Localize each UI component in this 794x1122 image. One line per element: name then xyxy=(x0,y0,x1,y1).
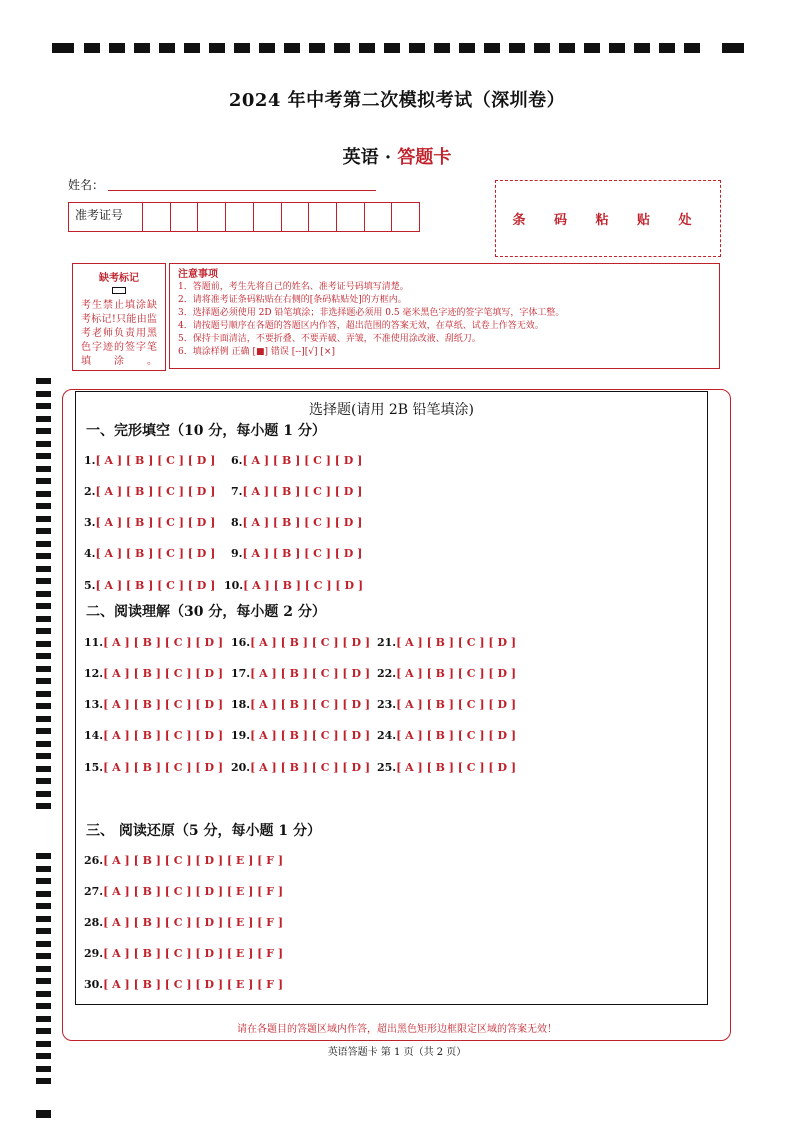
timing-mark xyxy=(36,441,51,447)
answer-row xyxy=(84,516,215,529)
question-number: 9. xyxy=(231,547,243,560)
answer-row xyxy=(231,761,370,774)
note-item: 3．选择题必须使用 2D 铅笔填涂；非选择题必须用 0.5 毫米黑色字迹的签字笔填写，字体工整。 xyxy=(178,308,565,318)
note-item: 5．保持卡面清洁，不要折叠、不要弄破、弄皱，不准使用涂改液、刮纸刀。 xyxy=(178,334,481,344)
timing-mark xyxy=(159,43,175,53)
timing-mark xyxy=(36,766,51,772)
answer-row xyxy=(84,885,283,898)
timing-mark xyxy=(184,43,200,53)
timing-marks-top xyxy=(52,43,746,55)
timing-mark xyxy=(36,678,51,684)
answer-row xyxy=(84,698,223,711)
exam-number-cell[interactable] xyxy=(392,203,419,231)
question-number: 7. xyxy=(231,485,243,498)
answer-options[interactable]: [ A ] [ B ] [ C ] [ D ] xyxy=(103,761,224,774)
answer-row xyxy=(224,579,363,592)
timing-mark xyxy=(36,416,51,422)
question-number: 28. xyxy=(84,916,104,929)
question-number: 3. xyxy=(84,516,96,529)
answer-row xyxy=(231,698,370,711)
section-heading: 一、完形填空（10 分，每小题 1 分） xyxy=(86,423,326,439)
timing-mark xyxy=(36,916,51,922)
exam-number-label: 准考证号 xyxy=(69,203,143,231)
page-footer: 英语答题卡 第 1 页（共 2 页） xyxy=(327,1047,467,1058)
timing-mark xyxy=(36,391,51,397)
answer-row xyxy=(84,978,283,991)
timing-mark xyxy=(36,691,51,697)
answer-options[interactable]: [ A ] [ B ] [ C ] [ D ] [ E ] [ F ] xyxy=(103,885,284,898)
answer-row xyxy=(84,454,215,467)
timing-mark xyxy=(84,43,100,53)
timing-mark xyxy=(36,528,51,534)
answer-options[interactable]: [ A ] [ B ] [ C ] [ D ] xyxy=(250,729,371,742)
answer-options[interactable]: [ A ] [ B ] [ C ] [ D ] xyxy=(95,516,216,529)
exam-number-cell[interactable] xyxy=(143,203,171,231)
question-number: 10. xyxy=(224,579,244,592)
question-number: 26. xyxy=(84,854,104,867)
question-number: 13. xyxy=(84,698,104,711)
answer-row xyxy=(84,547,215,560)
answer-options[interactable]: [ A ] [ B ] [ C ] [ D ] xyxy=(250,698,371,711)
timing-mark xyxy=(36,541,51,547)
timing-mark xyxy=(36,578,51,584)
answer-row xyxy=(377,761,516,774)
timing-mark xyxy=(52,43,74,53)
timing-mark xyxy=(559,43,575,53)
name-label: 姓名： xyxy=(68,178,105,192)
answer-options[interactable]: [ A ] [ B ] [ C ] [ D ] xyxy=(396,761,517,774)
answer-row xyxy=(231,636,370,649)
exam-number-cell[interactable] xyxy=(171,203,199,231)
absent-title: 缺考标记 xyxy=(99,273,139,284)
answer-row xyxy=(84,729,223,742)
timing-mark xyxy=(409,43,425,53)
timing-mark xyxy=(384,43,400,53)
timing-mark xyxy=(234,43,250,53)
question-number: 12. xyxy=(84,667,104,680)
answer-row xyxy=(377,667,516,680)
timing-mark xyxy=(36,616,51,622)
timing-mark xyxy=(36,903,51,909)
timing-mark xyxy=(36,941,51,947)
question-number: 16. xyxy=(231,636,251,649)
timing-mark xyxy=(684,43,700,53)
answer-row xyxy=(84,667,223,680)
timing-mark xyxy=(36,553,51,559)
answer-options[interactable]: [ A ] [ B ] [ C ] [ D ] xyxy=(242,516,363,529)
answer-options[interactable]: [ A ] [ B ] [ C ] [ D ] xyxy=(95,547,216,560)
question-number: 8. xyxy=(231,516,243,529)
question-number: 23. xyxy=(377,698,397,711)
timing-mark xyxy=(36,703,51,709)
exam-number-cell[interactable] xyxy=(254,203,282,231)
timing-mark xyxy=(36,716,51,722)
question-number: 15. xyxy=(84,761,104,774)
timing-mark xyxy=(36,791,51,797)
subtitle-card: 答题卡 xyxy=(397,147,452,168)
answer-area-warning: 请在各题目的答题区域内作答，超出黑色矩形边框限定区域的答案无效！ xyxy=(237,1024,557,1035)
answer-options[interactable]: [ A ] [ B ] [ C ] [ D ] [ E ] [ F ] xyxy=(103,947,284,960)
timing-mark xyxy=(36,491,51,497)
question-number: 1. xyxy=(84,454,96,467)
answer-options[interactable]: [ A ] [ B ] [ C ] [ D ] xyxy=(95,579,216,592)
exam-number-cell[interactable] xyxy=(226,203,254,231)
question-number: 24. xyxy=(377,729,397,742)
timing-mark xyxy=(36,953,51,959)
timing-mark xyxy=(609,43,625,53)
answer-row xyxy=(231,667,370,680)
timing-mark xyxy=(36,891,51,897)
subtitle-subject: 英语 · xyxy=(342,147,398,168)
timing-mark xyxy=(722,43,744,53)
name-field[interactable] xyxy=(108,190,376,191)
timing-mark xyxy=(36,516,51,522)
question-number: 11. xyxy=(84,636,104,649)
answer-row xyxy=(231,516,362,529)
question-number: 6. xyxy=(231,454,243,467)
timing-mark xyxy=(334,43,350,53)
timing-mark xyxy=(36,603,51,609)
timing-mark xyxy=(36,1066,51,1072)
timing-mark xyxy=(36,503,51,509)
answer-row xyxy=(377,729,516,742)
timing-mark xyxy=(36,778,51,784)
timing-mark xyxy=(36,591,51,597)
exam-number-cell[interactable] xyxy=(309,203,337,231)
note-item: 2．请将准考证条码粘贴在右侧的[条码粘贴处]的方框内。 xyxy=(178,295,407,305)
answer-options[interactable]: [ A ] [ B ] [ C ] [ D ] xyxy=(250,636,371,649)
timing-mark xyxy=(36,928,51,934)
answer-row xyxy=(377,636,516,649)
answer-options[interactable]: [ A ] [ B ] [ C ] [ D ] xyxy=(103,636,224,649)
exam-number-cell[interactable] xyxy=(198,203,226,231)
section-heading: 二、阅读理解（30 分，每小题 2 分） xyxy=(86,604,326,620)
timing-mark xyxy=(36,378,51,384)
timing-mark xyxy=(36,1110,51,1118)
answer-row xyxy=(84,854,283,867)
timing-mark xyxy=(36,853,51,859)
timing-mark xyxy=(36,1078,51,1084)
timing-mark xyxy=(284,43,300,53)
answer-options[interactable]: [ A ] [ B ] [ C ] [ D ] [ E ] [ F ] xyxy=(103,978,284,991)
section-heading: 三、 阅读还原（5 分，每小题 1 分） xyxy=(86,823,321,839)
timing-mark xyxy=(36,803,51,809)
timing-mark xyxy=(36,878,51,884)
answer-row xyxy=(231,547,362,560)
exam-number-cell[interactable] xyxy=(365,203,393,231)
question-number: 5. xyxy=(84,579,96,592)
choice-section-title: 选择题(请用 2B 铅笔填涂) xyxy=(308,402,475,418)
absent-mark-checkbox[interactable] xyxy=(112,287,126,294)
note-item: 1．答题前，考生先将自己的姓名、准考证号码填写清楚。 xyxy=(178,282,409,292)
timing-mark xyxy=(134,43,150,53)
timing-mark xyxy=(309,43,325,53)
timing-mark xyxy=(36,641,51,647)
answer-options[interactable]: [ A ] [ B ] [ C ] [ D ] xyxy=(250,761,371,774)
notes-title: 注意事项 xyxy=(178,269,218,280)
answer-row xyxy=(231,729,370,742)
question-number: 27. xyxy=(84,885,104,898)
answer-options[interactable]: [ A ] [ B ] [ C ] [ D ] xyxy=(250,667,371,680)
timing-mark xyxy=(36,966,51,972)
question-number: 21. xyxy=(377,636,397,649)
timing-mark xyxy=(584,43,600,53)
timing-mark xyxy=(36,566,51,572)
answer-options[interactable]: [ A ] [ B ] [ C ] [ D ] xyxy=(95,485,216,498)
absent-mark-box xyxy=(72,263,166,371)
answer-row xyxy=(231,454,362,467)
exam-number-cell[interactable] xyxy=(282,203,310,231)
timing-mark xyxy=(36,428,51,434)
timing-mark xyxy=(634,43,650,53)
answer-options[interactable]: [ A ] [ B ] [ C ] [ D ] xyxy=(242,485,363,498)
question-number: 17. xyxy=(231,667,251,680)
question-number: 2. xyxy=(84,485,96,498)
timing-mark xyxy=(36,1003,51,1009)
timing-mark xyxy=(259,43,275,53)
timing-mark xyxy=(459,43,475,53)
timing-mark xyxy=(359,43,375,53)
answer-options[interactable]: [ A ] [ B ] [ C ] [ D ] xyxy=(103,698,224,711)
answer-row xyxy=(231,485,362,498)
answer-row xyxy=(84,579,215,592)
timing-mark xyxy=(36,753,51,759)
notes-box xyxy=(169,263,720,369)
timing-mark xyxy=(36,478,51,484)
timing-mark xyxy=(36,403,51,409)
question-number: 22. xyxy=(377,667,397,680)
timing-mark xyxy=(509,43,525,53)
timing-mark xyxy=(434,43,450,53)
answer-row xyxy=(377,698,516,711)
exam-number-cell[interactable] xyxy=(337,203,365,231)
answer-options[interactable]: [ A ] [ B ] [ C ] [ D ] xyxy=(396,729,517,742)
answer-options[interactable]: [ A ] [ B ] [ C ] [ D ] xyxy=(396,636,517,649)
barcode-label: 条 码 粘 贴 处 xyxy=(512,213,704,228)
answer-options[interactable]: [ A ] [ B ] [ C ] [ D ] [ E ] [ F ] xyxy=(103,916,284,929)
timing-mark xyxy=(109,43,125,53)
question-number: 30. xyxy=(84,978,104,991)
question-number: 14. xyxy=(84,729,104,742)
answer-options[interactable]: [ A ] [ B ] [ C ] [ D ] xyxy=(396,667,517,680)
timing-mark xyxy=(36,978,51,984)
answer-row xyxy=(84,636,223,649)
answer-options[interactable]: [ A ] [ B ] [ C ] [ D ] xyxy=(103,729,224,742)
timing-mark xyxy=(36,741,51,747)
timing-mark xyxy=(659,43,675,53)
barcode-area xyxy=(495,180,721,257)
choice-answer-box xyxy=(75,391,708,1005)
answer-row xyxy=(84,485,215,498)
answer-options[interactable]: [ A ] [ B ] [ C ] [ D ] [ E ] [ F ] xyxy=(103,854,284,867)
card-subtitle xyxy=(0,143,794,169)
timing-mark xyxy=(36,653,51,659)
timing-mark xyxy=(36,453,51,459)
question-number: 29. xyxy=(84,947,104,960)
question-number: 4. xyxy=(84,547,96,560)
exam-number-box xyxy=(68,202,420,232)
timing-mark xyxy=(209,43,225,53)
answer-row xyxy=(84,947,283,960)
note-item: 4．请按题号顺序在各题的答题区内作答，超出范围的答案无效，在草纸、试卷上作答无效。 xyxy=(178,321,544,331)
timing-mark xyxy=(36,728,51,734)
timing-mark xyxy=(36,666,51,672)
answer-options[interactable]: [ A ] [ B ] [ C ] [ D ] xyxy=(103,667,224,680)
timing-mark xyxy=(534,43,550,53)
timing-mark xyxy=(36,628,51,634)
answer-options[interactable]: [ A ] [ B ] [ C ] [ D ] xyxy=(242,454,363,467)
answer-row xyxy=(84,761,223,774)
timing-mark xyxy=(36,866,51,872)
timing-mark xyxy=(484,43,500,53)
absent-text: 考生禁止填涂缺考标记!只能由监考老师负责用黑色字迹的签字笔填涂。 xyxy=(81,300,157,367)
answer-options[interactable]: [ A ] [ B ] [ C ] [ D ] xyxy=(243,579,364,592)
page-title: 2024 年中考第二次模拟考试（深圳卷） xyxy=(228,90,566,111)
timing-mark xyxy=(36,991,51,997)
answer-options[interactable]: [ A ] [ B ] [ C ] [ D ] xyxy=(242,547,363,560)
question-number: 25. xyxy=(377,761,397,774)
answer-options[interactable]: [ A ] [ B ] [ C ] [ D ] xyxy=(396,698,517,711)
answer-row xyxy=(84,916,283,929)
answer-options[interactable]: [ A ] [ B ] [ C ] [ D ] xyxy=(95,454,216,467)
timing-mark xyxy=(36,466,51,472)
note-item: 6．填涂样例 正确 [■] 错误 [--][√] [×] xyxy=(178,347,335,357)
question-number: 20. xyxy=(231,761,251,774)
question-number: 19. xyxy=(231,729,251,742)
question-number: 18. xyxy=(231,698,251,711)
